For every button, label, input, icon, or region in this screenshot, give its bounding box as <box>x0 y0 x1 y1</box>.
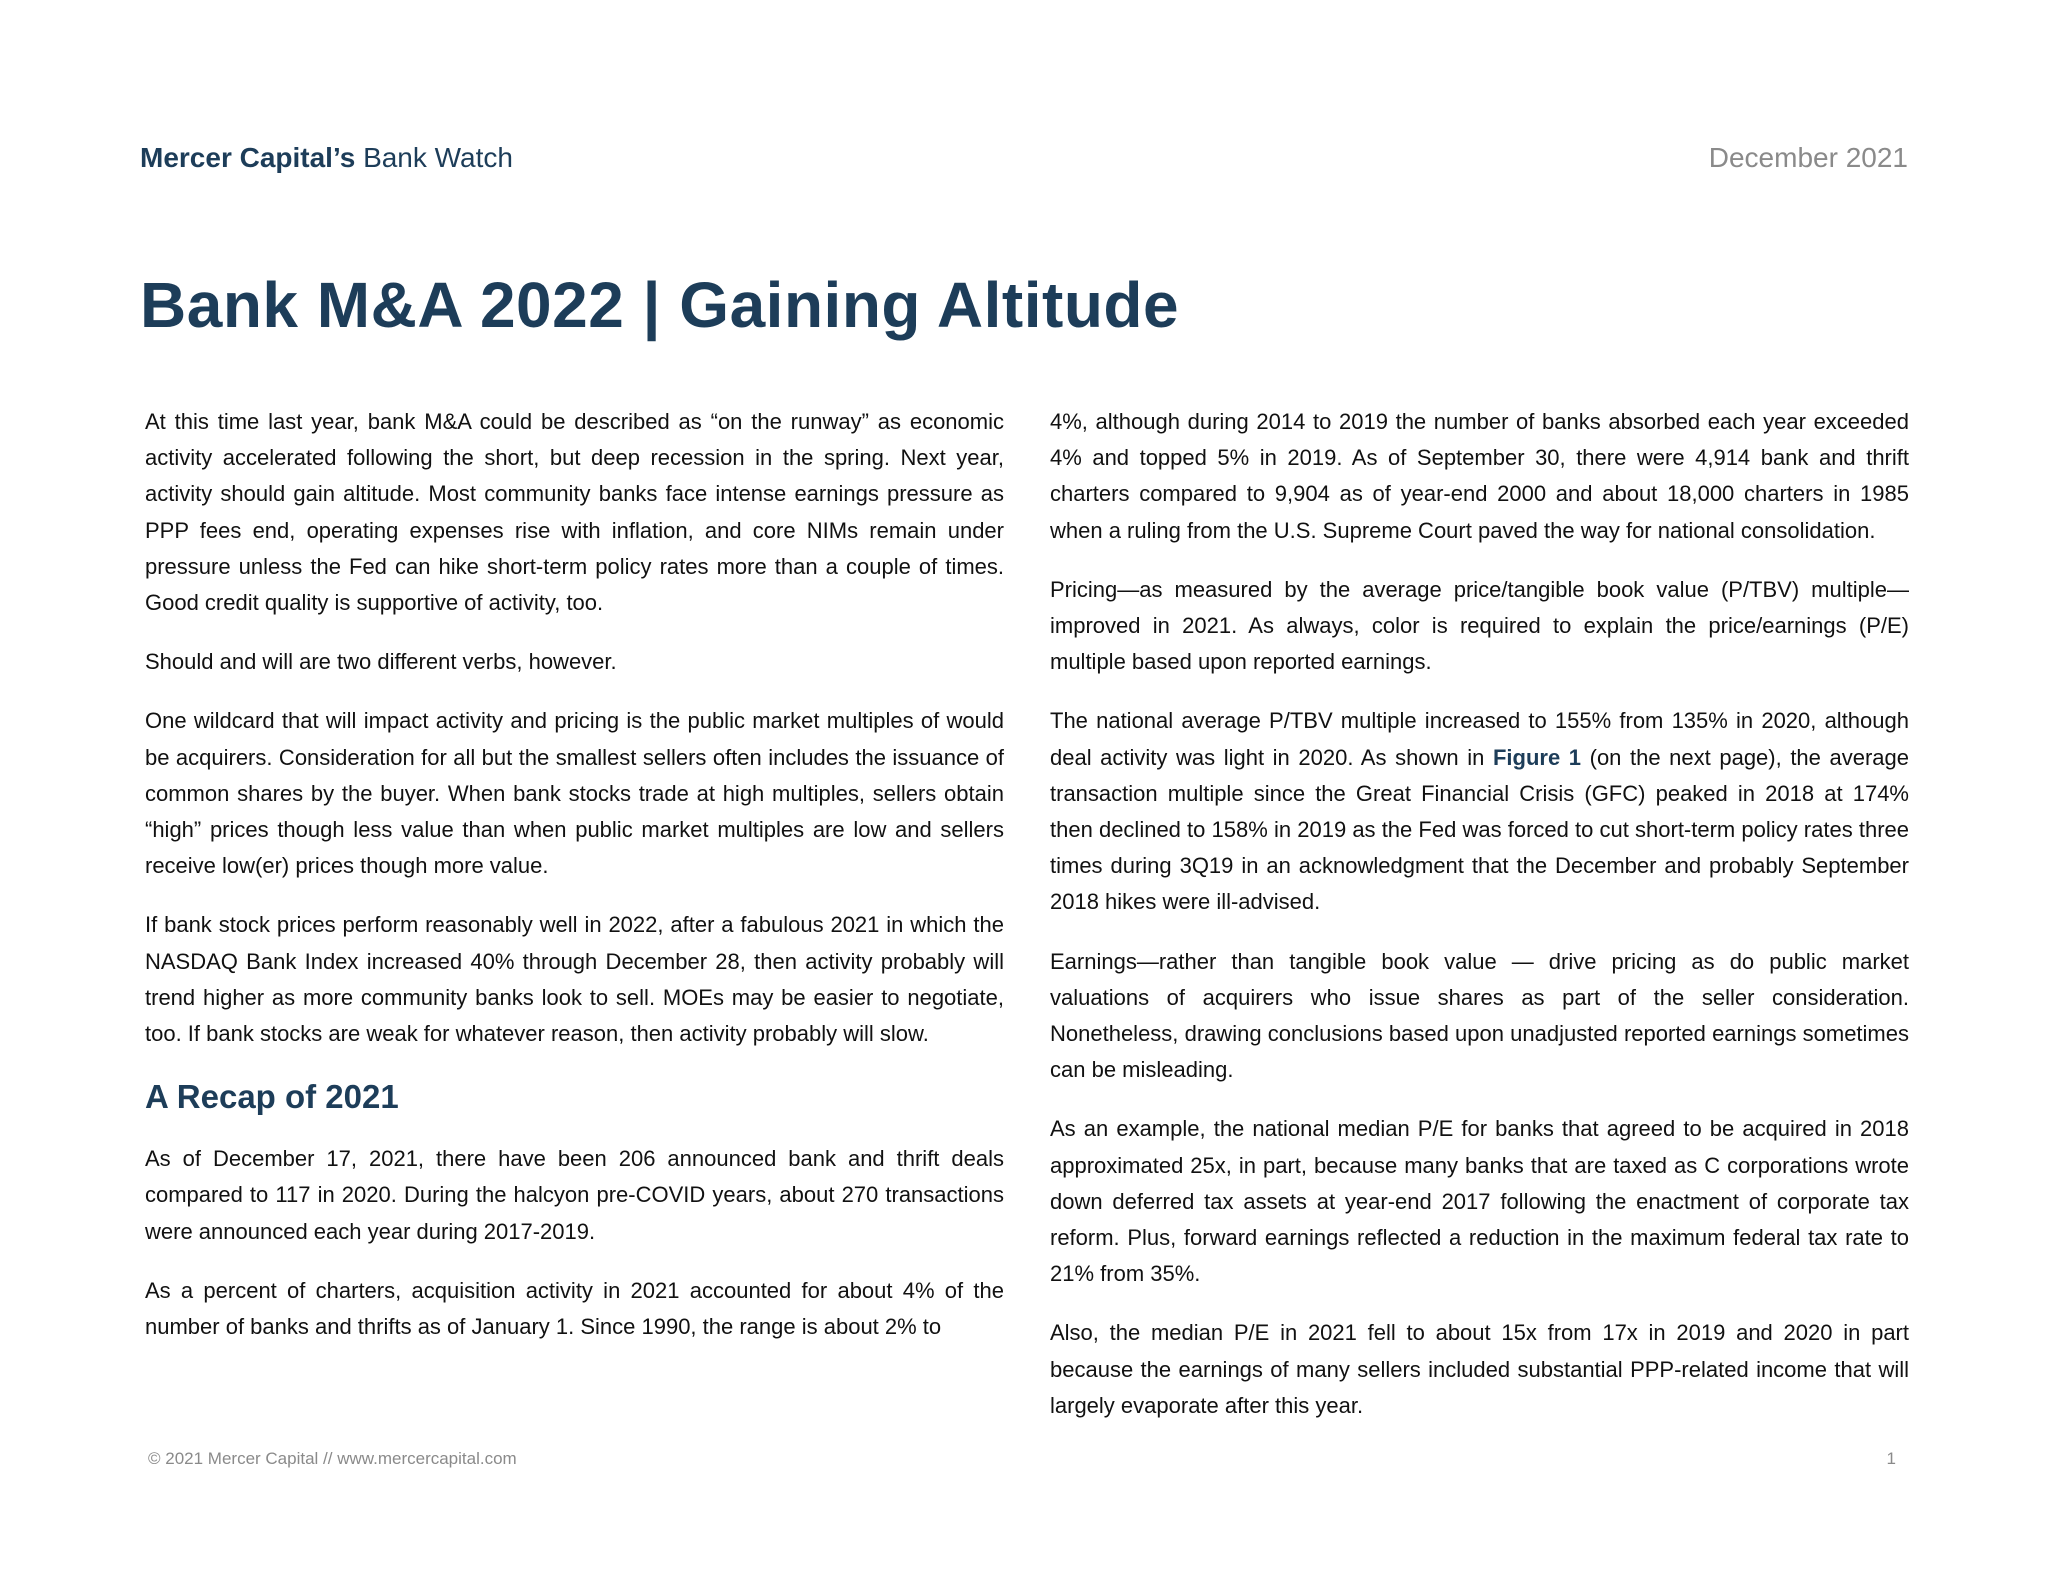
paragraph: If bank stock prices perform reasonably well in 2022, after a fabulous 2021 in which the NASDAQ Bank Index increased 40% through December 28, then activity probably will trend higher as more community banks look to sell. MOEs may be easier to negotiate, too. If bank stocks are weak for whatever reason, then activity probably will slow. <box>145 912 1004 1047</box>
paragraph: As of December 17, 2021, there have been 206 announced bank and thrift deals compared to 117 in 2020. During the halcyon pre-COVID years, about 270 transactions were announced each year during 2017-2019. <box>145 1146 1004 1244</box>
left-column <box>145 404 1004 1368</box>
publication-header <box>140 142 513 174</box>
figure-1-link[interactable]: Figure 1 <box>1492 744 1582 770</box>
paragraph: Pricing—as measured by the average price/tangible book value (P/TBV) multiple—improved in 2021. As always, color is required to explain the price/earnings (P/E) multiple based upon reported earnings. <box>1050 576 1909 675</box>
issue-date: December 2021 <box>1708 142 1908 173</box>
right-column <box>1050 404 1909 1447</box>
page-number: 1 <box>1886 1449 1896 1468</box>
publication-name: Bank Watch <box>363 142 513 173</box>
paragraph: Also, the median P/E in 2021 fell to about 15x from 17x in 2019 and 2020 in part because the earnings of many sellers included substantial PPP-related income that will largely evaporate after this year. <box>1050 1320 1909 1418</box>
paragraph <box>1050 703 1909 920</box>
paragraph: As a percent of charters, acquisition activity in 2021 accounted for about 4% of the number of banks and thrifts as of January 1. Since 1990, the range is about 2% to <box>145 1277 1004 1340</box>
article-title: Bank M&A 2022 | Gaining Altitude <box>140 269 1180 341</box>
paragraph-text: The national average P/TBV multiple increased to 155% from 135% in 2020, although deal activity was light in 2020. As shown in <box>1050 708 1909 770</box>
paragraph: 4%, although during 2014 to 2019 the number of banks absorbed each year exceeded 4% and topped 5% in 2019. As of September 30, there were 4,914 bank and thrift charters compared to 9,904 as of year-end 2000 and about 18,000 charters in 1985 when a ruling from the U.S. Supreme Court paved the way for national consolidation. <box>1050 409 1909 543</box>
paragraph: Earnings—rather than tangible book value — drive pricing as do public market valuations of acquirers who issue shares as part of the seller consideration. Nonetheless, drawing conclusions based upon unadjusted reported earnings sometimes can be misleading. <box>1050 948 1909 1083</box>
paragraph: One wildcard that will impact activity and pricing is the public market multiples of would be acquirers. Consideration for all but the smallest sellers often includes the issuance of common shares by the buyer. When bank stocks trade at high multiples, sellers obtain “high” prices though less value than when public market multiples are low and sellers receive low(er) prices though more value. <box>145 708 1004 879</box>
paragraph-text: (on the next page), the average transaction multiple since the Great Financial Crisis (GFC) peaked in 2018 at 174% then declined to 158% in 2019 as the Fed was forced to cut short-term policy rates three times during 3Q19 in an acknowledgment that the December and probably September 2018 hikes were ill-advised. <box>1050 744 1909 915</box>
footer-copyright: © 2021 Mercer Capital // www.mercercapital.com <box>148 1449 517 1468</box>
brand-name: Mercer Capital’s <box>140 142 356 173</box>
section-heading: A Recap of 2021 <box>145 1078 399 1116</box>
paragraph: At this time last year, bank M&A could be described as “on the runway” as economic activity accelerated following the short, but deep recession in the spring. Next year, activity should gain altitude. Most community banks face intense earnings pressure as PPP fees end, operating expenses rise with inflation, and core NIMs remain under pressure unless the Fed can hike short-term policy rates more than a couple of times. Good credit quality is supportive of activity, too. <box>145 409 1004 616</box>
paragraph: Should and will are two different verbs, however. <box>145 649 617 675</box>
paragraph: As an example, the national median P/E for banks that agreed to be acquired in 2018 approximated 25x, in part, because many banks that are taxed as C corporations wrote down deferred tax assets at year-end 2017 following the enactment of corporate tax reform. Plus, forward earnings reflected a reduction in the maximum federal tax rate to 21% from 35%. <box>1050 1116 1909 1287</box>
